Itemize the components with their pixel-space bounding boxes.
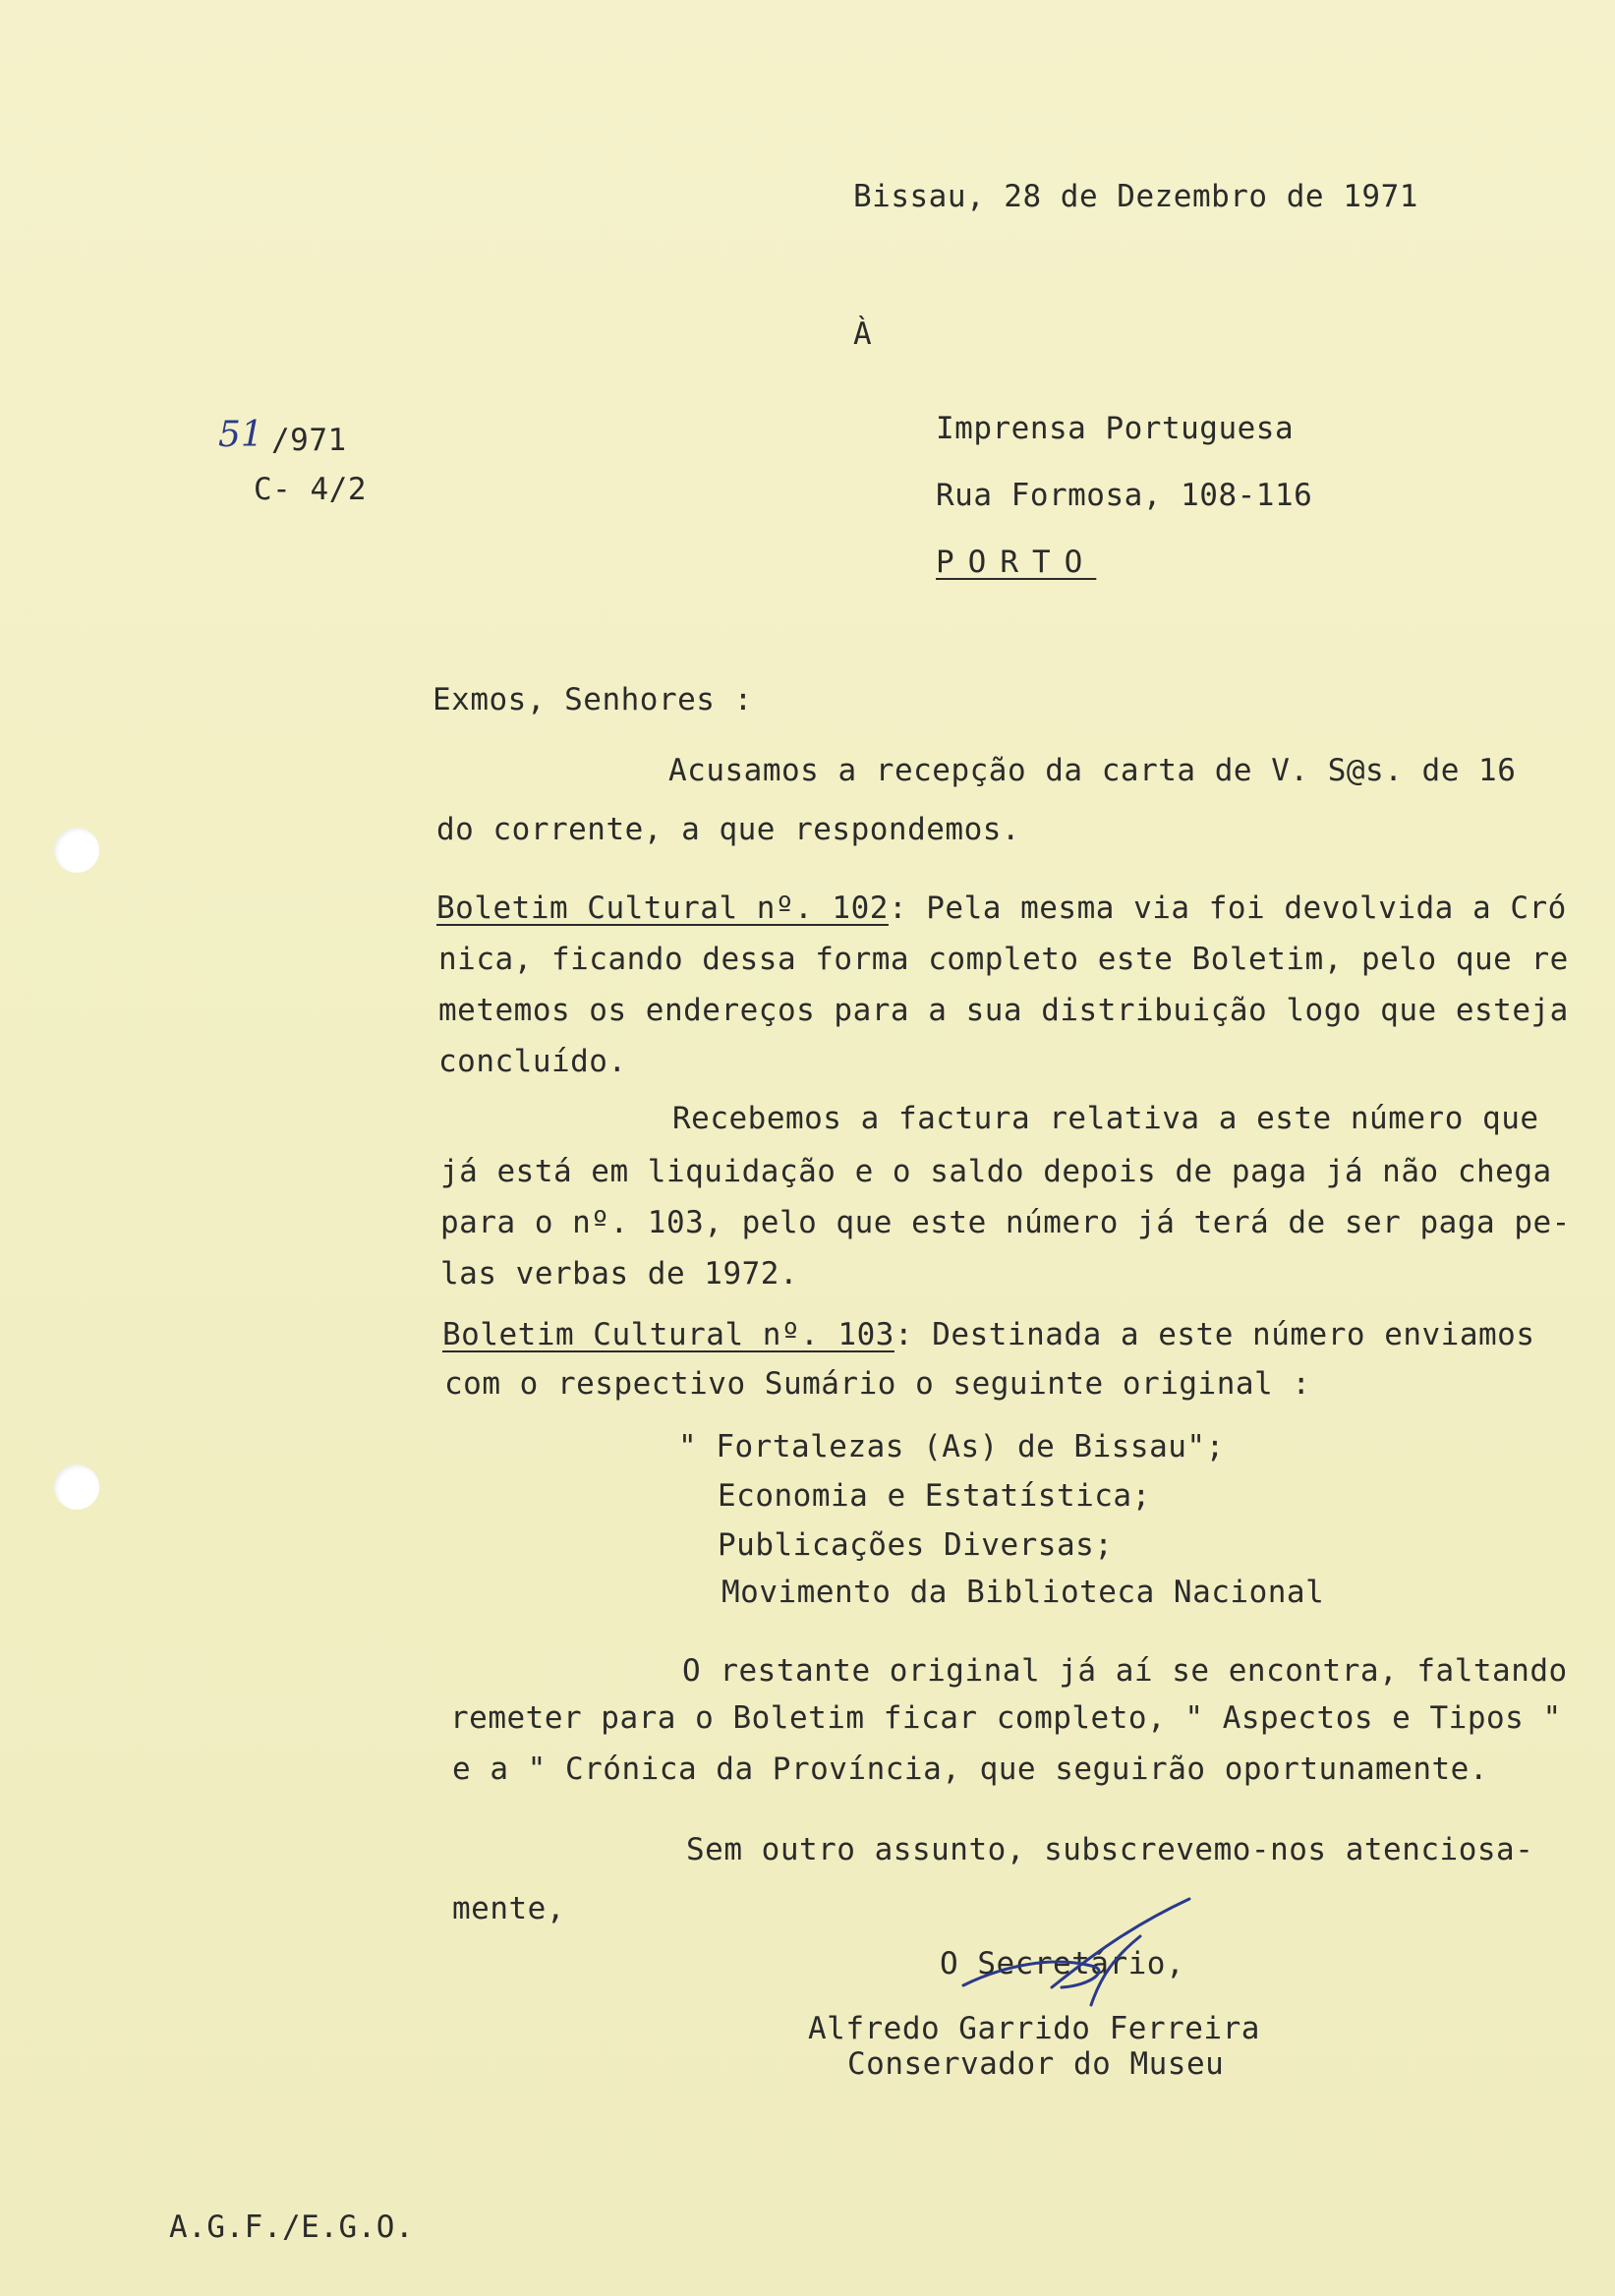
paragraph-6-line-2: mente, bbox=[452, 1891, 565, 1926]
paragraph-2-line-1 bbox=[436, 889, 1567, 928]
paragraph-3-line-3: para o nº. 103, pelo que este número já terá de ser paga pe- bbox=[440, 1205, 1571, 1240]
paragraph-2-line-2: nica, ficando dessa forma completo este Boletim, pelo que re bbox=[438, 942, 1569, 977]
paragraph-2-line-3: metemos os endereços para a sua distribuição logo que esteja bbox=[438, 993, 1569, 1028]
boletim-103-heading: Boletim Cultural nº. 103 bbox=[442, 1317, 894, 1352]
paragraph-3-line-1: Recebemos a factura relativa a este número que bbox=[672, 1101, 1539, 1136]
paragraph-4-line-1-text: : Destinada a este número enviamos bbox=[894, 1317, 1535, 1352]
paragraph-1-line-1: Acusamos a recepção da carta de V. S@s. de 16 bbox=[668, 753, 1517, 788]
paragraph-5-line-3: e a " Crónica da Província, que seguirão oportunamente. bbox=[452, 1751, 1488, 1787]
paragraph-5-line-1: O restante original já aí se encontra, faltando bbox=[682, 1653, 1568, 1689]
signatory-role: O Secretário, bbox=[940, 1946, 1185, 1981]
boletim-102-heading: Boletim Cultural nº. 102 bbox=[436, 890, 889, 926]
list-item: " Fortalezas (As) de Bissau"; bbox=[678, 1429, 1225, 1464]
paragraph-2-line-1-text: : Pela mesma via foi devolvida a Cró bbox=[888, 890, 1567, 926]
reference-number-handwritten: 51 bbox=[218, 415, 263, 455]
reference-year: /971 bbox=[271, 423, 347, 458]
paragraph-3-line-2: já está em liquidação e o saldo depois de paga já não chega bbox=[440, 1154, 1552, 1189]
punch-hole-upper bbox=[54, 828, 99, 873]
salutation-prefix: À bbox=[853, 316, 873, 352]
list-item: Publicações Diversas; bbox=[718, 1527, 1114, 1563]
recipient-name: Imprensa Portuguesa bbox=[936, 411, 1295, 446]
recipient-street: Rua Formosa, 108-116 bbox=[936, 478, 1313, 513]
date-line: Bissau, 28 de Dezembro de 1971 bbox=[853, 179, 1418, 214]
list-item: Movimento da Biblioteca Nacional bbox=[721, 1575, 1325, 1610]
paragraph-1-line-2: do corrente, a que respondemos. bbox=[436, 812, 1021, 847]
paragraph-4-line-1 bbox=[442, 1315, 1535, 1354]
reference-code: C- 4/2 bbox=[254, 472, 367, 507]
greeting: Exmos, Senhores : bbox=[433, 682, 753, 718]
punch-hole-lower bbox=[54, 1464, 99, 1510]
signatory-title: Conservador do Museu bbox=[847, 2046, 1225, 2082]
recipient-city: PORTO bbox=[936, 545, 1097, 580]
signatory-name: Alfredo Garrido Ferreira bbox=[808, 2011, 1260, 2046]
paragraph-4-line-2: com o respectivo Sumário o seguinte original : bbox=[444, 1366, 1311, 1402]
paragraph-6-line-1: Sem outro assunto, subscrevemo-nos atenciosa- bbox=[686, 1832, 1534, 1867]
list-item: Economia e Estatística; bbox=[718, 1478, 1151, 1514]
paragraph-2-line-4: concluído. bbox=[438, 1044, 627, 1079]
paragraph-5-line-2: remeter para o Boletim ficar completo, " Aspectos e Tipos " bbox=[450, 1700, 1562, 1736]
typist-initials: A.G.F./E.G.O. bbox=[169, 2210, 415, 2245]
paragraph-3-line-4: las verbas de 1972. bbox=[440, 1256, 799, 1292]
